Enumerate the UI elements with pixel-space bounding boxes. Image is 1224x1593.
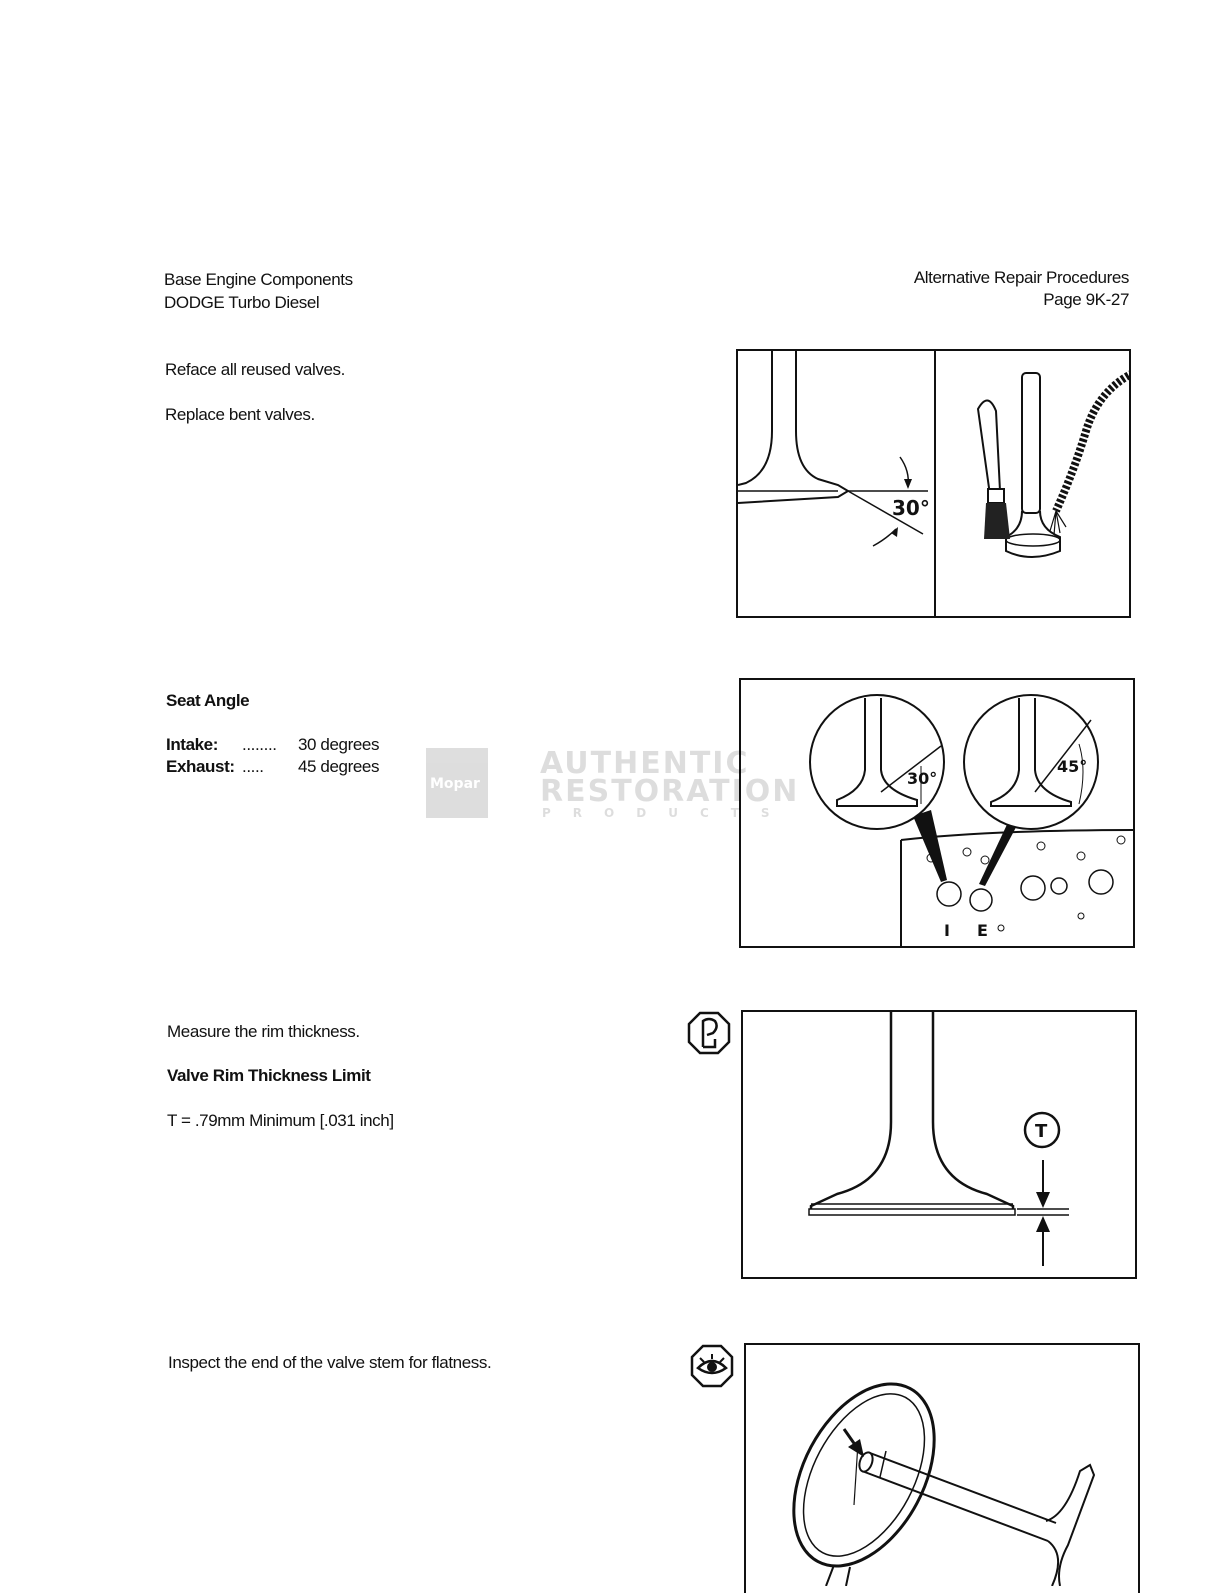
thickness-t-label: T (1035, 1121, 1048, 1142)
intake-label: Intake: (166, 735, 218, 754)
exhaust-label: Exhaust: (166, 757, 235, 776)
header-component-title: Base Engine Components (164, 270, 353, 289)
rim-thickness-figure (741, 1010, 1137, 1279)
intake-value: 30 degrees (298, 735, 380, 754)
watermark-line2: RESTORATION (540, 774, 800, 809)
mopar-logo (426, 748, 488, 818)
stem-flatness-figure (744, 1343, 1140, 1593)
valve-reface-drawing (738, 351, 1131, 618)
valve-reface-figure (736, 349, 1131, 618)
intake-spec-row (166, 735, 379, 755)
intake-leader-dots: ........ (242, 735, 277, 754)
exhaust-leader-dots: ..... (242, 757, 264, 776)
exhaust-angle-label: 45° (1057, 757, 1088, 776)
replace-bent-valves-text: Replace bent valves. (165, 405, 315, 424)
rim-thickness-drawing (743, 1012, 1137, 1279)
watermark-line3: PRODUCTS (542, 806, 792, 820)
exhaust-value: 45 degrees (298, 757, 380, 776)
measure-caliper-icon (687, 1011, 731, 1055)
exhaust-port-label: E (977, 921, 988, 940)
page-number: Page 9K-27 (1043, 290, 1129, 309)
watermark-line1: AUTHENTIC (540, 746, 750, 781)
inspect-stem-text: Inspect the end of the valve stem for flatness. (168, 1353, 492, 1372)
intake-port-label: I (944, 921, 950, 940)
rim-thickness-title: Valve Rim Thickness Limit (167, 1066, 371, 1085)
seat-angle-title: Seat Angle (166, 691, 250, 710)
exhaust-spec-row (166, 757, 379, 777)
header-vehicle-title: DODGE Turbo Diesel (164, 293, 320, 312)
header-section-title: Alternative Repair Procedures (913, 268, 1129, 287)
measure-rim-text: Measure the rim thickness. (167, 1022, 360, 1041)
seat-angle-figure (739, 678, 1135, 948)
reface-valves-text: Reface all reused valves. (165, 360, 345, 379)
seat-angle-drawing (741, 680, 1135, 948)
stem-flatness-drawing (746, 1345, 1140, 1586)
rim-thickness-spec: T = .79mm Minimum [.031 inch] (167, 1111, 394, 1130)
inspect-eye-icon (690, 1344, 734, 1388)
intake-angle-label: 30° (907, 769, 938, 788)
mopar-logo-text: Mopar (430, 776, 480, 792)
reface-angle-label: 30° (892, 496, 930, 520)
